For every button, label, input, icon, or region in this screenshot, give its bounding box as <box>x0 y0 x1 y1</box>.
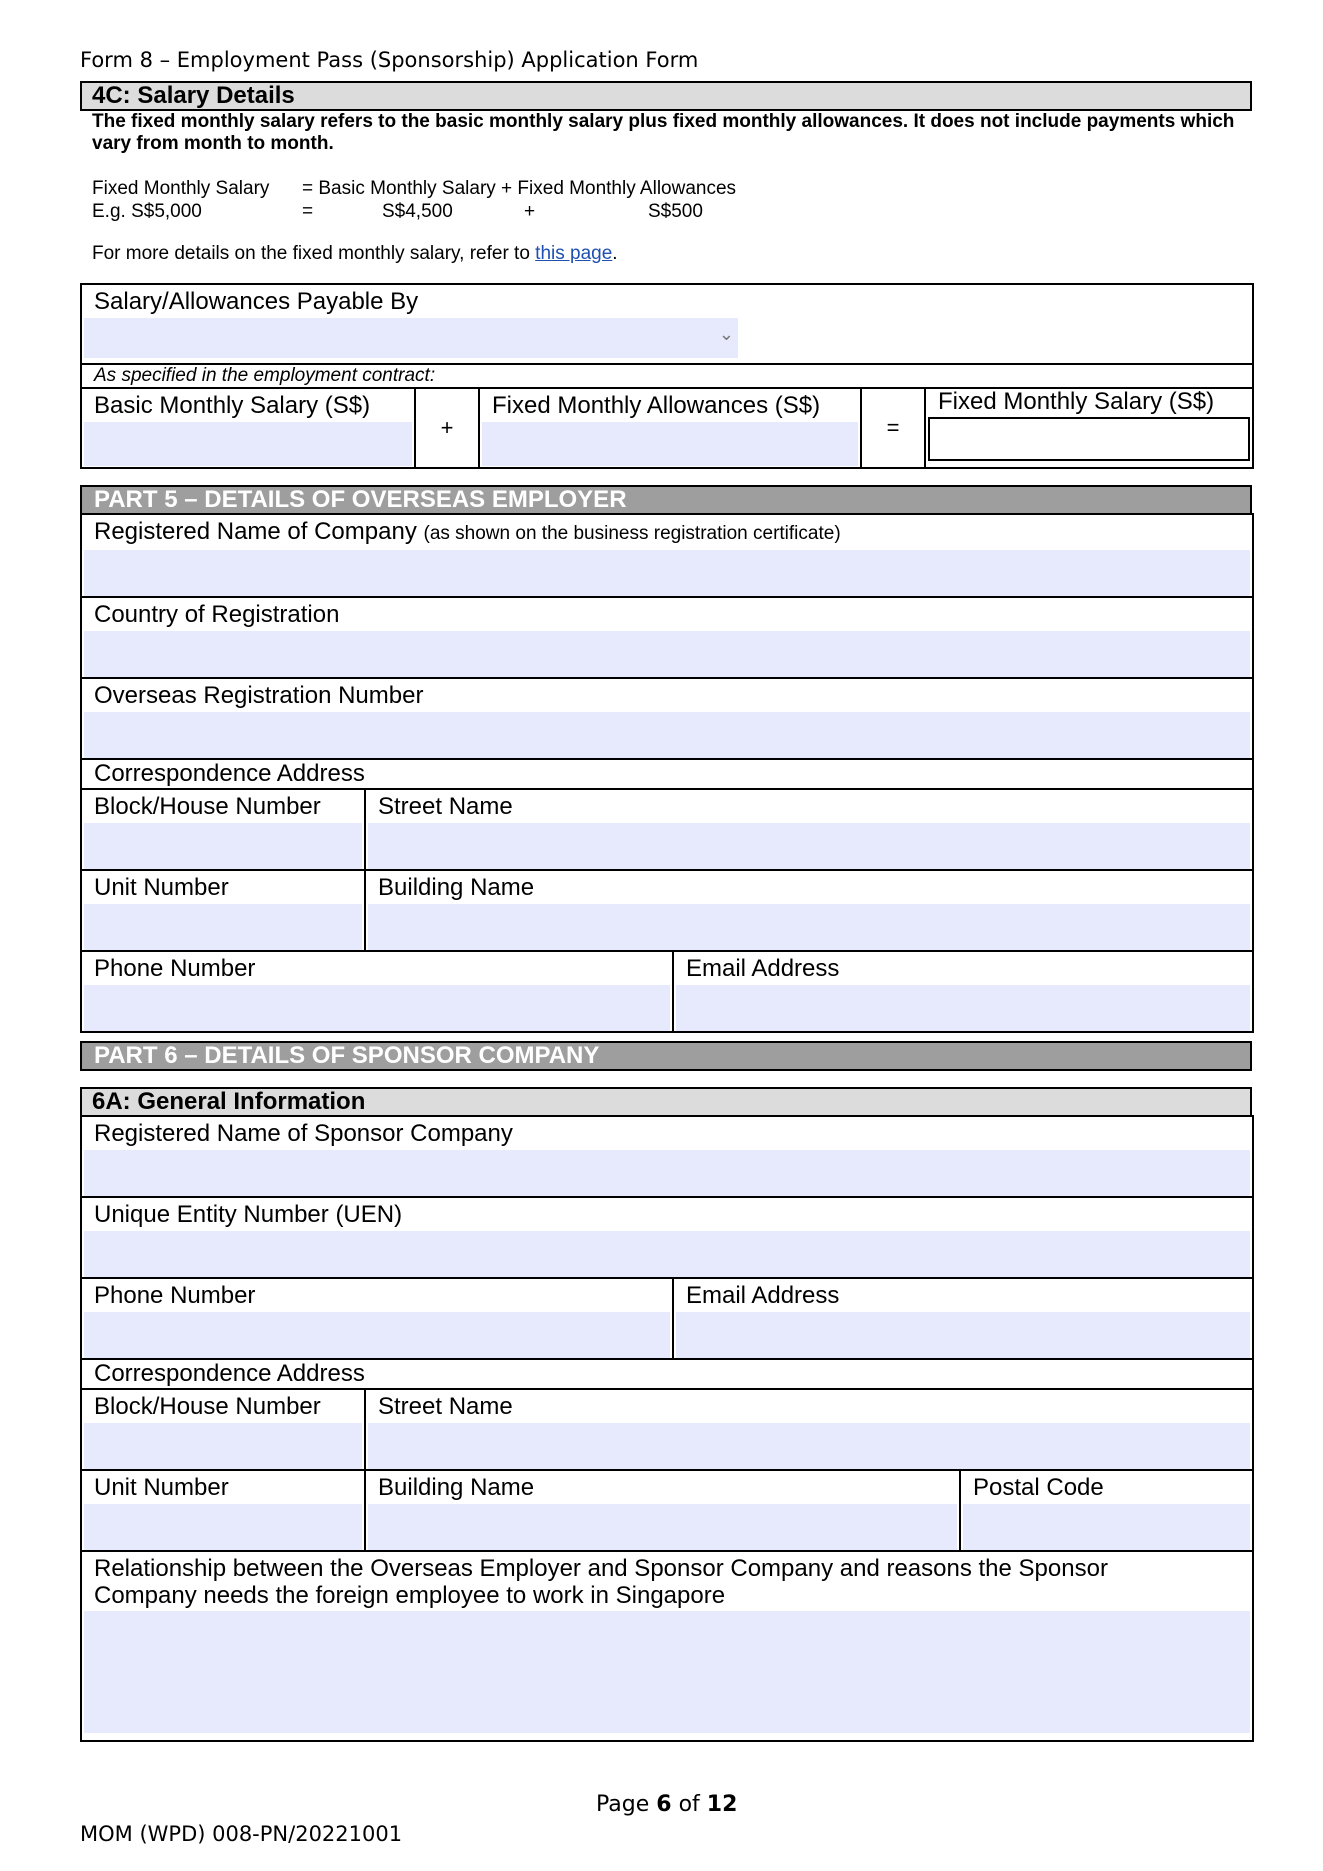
country-label: Country of Registration <box>94 601 340 628</box>
basic-salary-label: Basic Monthly Salary (S$) <box>94 392 371 419</box>
page-of: of <box>671 1792 707 1817</box>
sponsor-email-label: Email Address <box>686 1282 840 1309</box>
phone-cell <box>81 951 673 1032</box>
relationship-line-1: Relationship between the Overseas Employer and Sponsor Company and reasons the Sponsor <box>94 1555 1108 1582</box>
example-basic: S$4,500 <box>382 201 453 222</box>
address-cell <box>81 759 1253 789</box>
sponsor-phone-label: Phone Number <box>94 1282 256 1309</box>
sponsor-name-input[interactable] <box>84 1150 1250 1196</box>
reg-name-cell <box>81 514 1253 597</box>
allowances-cell <box>479 388 861 468</box>
sponsor-address-cell <box>81 1359 1253 1389</box>
reg-name-input[interactable] <box>84 550 1250 596</box>
unit-cell <box>81 870 365 951</box>
salary-intro: The fixed monthly salary refers to the basic monthly salary plus fixed monthly allowances. It does not include payments which vary from month to month. <box>92 111 1235 154</box>
section-4c-header: 4C: Salary Details <box>80 81 1252 111</box>
building-label: Building Name <box>378 874 535 901</box>
block-input[interactable] <box>84 823 362 869</box>
example-allowance: S$500 <box>648 201 703 222</box>
email-input[interactable] <box>676 985 1250 1031</box>
reg-number-label: Overseas Registration Number <box>94 682 424 709</box>
relationship-input[interactable] <box>84 1611 1250 1733</box>
example-equals: = <box>302 201 314 222</box>
part5-header: PART 5 – DETAILS OF OVERSEAS EMPLOYER <box>80 485 1252 513</box>
sponsor-street-cell <box>365 1389 1253 1470</box>
reg-number-input[interactable] <box>84 712 1250 758</box>
more-details <box>80 243 1252 265</box>
fixed-salary-output[interactable] <box>928 417 1250 461</box>
sponsor-address-label: Correspondence Address <box>94 1360 365 1387</box>
page-current: 6 <box>656 1792 672 1817</box>
street-cell <box>365 789 1253 870</box>
reg-name-text: Registered Name of Company <box>94 518 417 545</box>
this-page-link[interactable]: this page <box>535 243 613 264</box>
street-label: Street Name <box>378 793 513 820</box>
document-title: Form 8 – Employment Pass (Sponsorship) Application Form <box>80 48 699 72</box>
part6-section <box>80 1041 1252 1071</box>
sponsor-block-cell <box>81 1389 365 1470</box>
salary-table <box>80 283 1252 469</box>
more-details-period: . <box>612 243 618 264</box>
page-number <box>596 1792 737 1817</box>
country-input[interactable] <box>84 631 1250 677</box>
sponsor-street-input[interactable] <box>368 1423 1250 1469</box>
sponsor-street-label: Street Name <box>378 1393 513 1420</box>
sponsor-unit-input[interactable] <box>84 1504 362 1550</box>
chevron-down-icon: ⌄ <box>718 324 734 344</box>
country-cell <box>81 597 1253 678</box>
sponsor-unit-label: Unit Number <box>94 1474 229 1501</box>
sponsor-phone-cell <box>81 1278 673 1359</box>
formula-definition: = Basic Monthly Salary + Fixed Monthly Allowances <box>302 178 737 199</box>
email-cell <box>673 951 1253 1032</box>
unit-input[interactable] <box>84 904 362 950</box>
sponsor-unit-cell <box>81 1470 365 1551</box>
section-4c <box>80 81 1252 265</box>
payable-by-dropdown[interactable] <box>84 318 738 358</box>
reg-number-cell <box>81 678 1253 759</box>
uen-input[interactable] <box>84 1231 1250 1277</box>
address-label: Correspondence Address <box>94 760 365 787</box>
section-6a-header: 6A: General Information <box>80 1087 1252 1115</box>
payable-by-cell <box>81 284 1253 364</box>
fixed-salary-label: Fixed Monthly Salary (S$) <box>938 388 1215 415</box>
example-total: E.g. S$5,000 <box>92 201 202 222</box>
sponsor-block-input[interactable] <box>84 1423 362 1469</box>
fixed-salary-cell <box>925 388 1253 468</box>
section-6a <box>80 1087 1252 1742</box>
unit-label: Unit Number <box>94 874 229 901</box>
sponsor-postal-input[interactable] <box>963 1504 1250 1550</box>
sponsor-email-cell <box>673 1278 1253 1359</box>
phone-label: Phone Number <box>94 955 256 982</box>
sponsor-building-cell <box>365 1470 960 1551</box>
email-label: Email Address <box>686 955 840 982</box>
plus-sign: + <box>415 388 479 468</box>
street-input[interactable] <box>368 823 1250 869</box>
form-code: MOM (WPD) 008-PN/20221001 <box>80 1822 403 1846</box>
equals-sign: = <box>861 388 925 468</box>
relationship-line-2: Company needs the foreign employee to work in Singapore <box>94 1582 726 1609</box>
basic-salary-input[interactable] <box>84 422 412 466</box>
example-plus: + <box>524 201 536 222</box>
part5-section <box>80 485 1252 1033</box>
sponsor-postal-label: Postal Code <box>973 1474 1104 1501</box>
more-details-text: For more details on the fixed monthly salary, refer to <box>92 243 536 264</box>
uen-label: Unique Entity Number (UEN) <box>94 1201 403 1228</box>
sponsor-block-label: Block/House Number <box>94 1393 321 1420</box>
sponsor-email-input[interactable] <box>676 1312 1250 1358</box>
formula-label: Fixed Monthly Salary <box>92 178 270 199</box>
block-label: Block/House Number <box>94 793 321 820</box>
sponsor-postal-cell <box>960 1470 1253 1551</box>
relationship-cell <box>81 1551 1253 1741</box>
contract-note: As specified in the employment contract: <box>94 365 436 386</box>
salary-formula <box>80 177 1252 223</box>
block-cell <box>81 789 365 870</box>
part6-header: PART 6 – DETAILS OF SPONSOR COMPANY <box>80 1041 1252 1071</box>
relationship-label <box>82 1552 1252 1609</box>
sponsor-building-label: Building Name <box>378 1474 535 1501</box>
reg-name-note: (as shown on the business registration certificate) <box>423 523 841 544</box>
building-cell <box>365 870 1253 951</box>
allowances-label: Fixed Monthly Allowances (S$) <box>492 392 821 419</box>
building-input[interactable] <box>368 904 1250 950</box>
sponsor-building-input[interactable] <box>368 1504 957 1550</box>
phone-input[interactable] <box>84 985 670 1031</box>
reg-name-label <box>82 515 1252 548</box>
page-prefix: Page <box>596 1792 657 1817</box>
basic-salary-cell <box>81 388 415 468</box>
uen-cell <box>81 1197 1253 1278</box>
allowances-input[interactable] <box>482 422 858 466</box>
sponsor-phone-input[interactable] <box>84 1312 670 1358</box>
sponsor-name-cell <box>81 1116 1253 1197</box>
contract-note-cell <box>81 364 1253 388</box>
page-total: 12 <box>706 1792 738 1817</box>
payable-by-label: Salary/Allowances Payable By <box>94 288 419 315</box>
sponsor-name-label: Registered Name of Sponsor Company <box>94 1120 513 1147</box>
